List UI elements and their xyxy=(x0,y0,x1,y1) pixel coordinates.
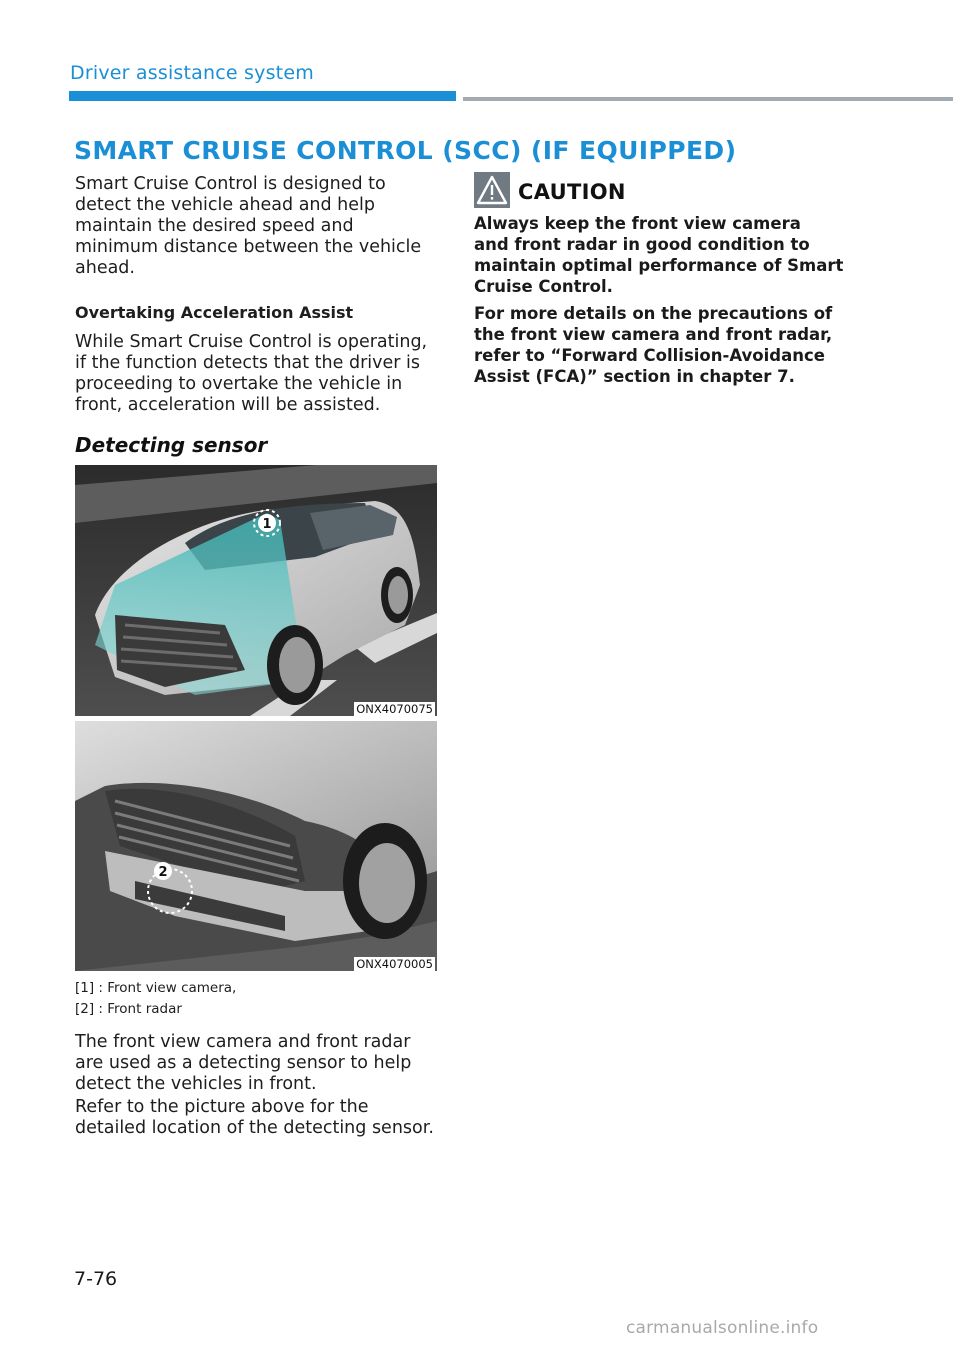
caution-paragraph-1: Always keep the front view camera and front radar in good condition to maintain optimal performance of Smart Cruise Control. xyxy=(474,214,844,296)
marker-2-label: 2 xyxy=(158,865,168,880)
caution-title: CAUTION xyxy=(518,180,626,204)
header-accent-bar xyxy=(69,91,456,101)
caution-paragraph-2: For more details on the precautions of the front view camera and front radar, refer to “Forward Collision-Avoidance Assist (FCA)” section in chapter 7. xyxy=(474,304,833,386)
image2-code: ONX4070005 xyxy=(356,957,433,971)
marker-1-label: 1 xyxy=(262,517,272,532)
warning-triangle-icon xyxy=(474,172,510,208)
overtaking-heading: Overtaking Acceleration Assist xyxy=(75,303,354,322)
caption-camera: [1] : Front view camera, xyxy=(75,980,237,996)
page-number: 7-76 xyxy=(74,1268,118,1290)
suv-front-view-camera-illustration xyxy=(75,465,437,716)
overtaking-paragraph: While Smart Cruise Control is operating, if the function detects that the driver is proceeding to overtake the vehicle in front, acceleration will be assisted. xyxy=(75,332,428,415)
detecting-paragraph: The front view camera and front radar are used as a detecting sensor to help detect the vehicles in front. xyxy=(75,1032,412,1094)
header-rule xyxy=(463,97,953,101)
front-camera-illustration xyxy=(75,465,437,716)
section-title: Driver assistance system xyxy=(70,62,314,84)
page-heading: SMART CRUISE CONTROL (SCC) (IF EQUIPPED) xyxy=(74,136,737,165)
suv-front-radar-illustration xyxy=(75,721,437,971)
intro-paragraph: Smart Cruise Control is designed to detect the vehicle ahead and help maintain the desired speed and minimum distance between the vehicle ahead. xyxy=(75,174,422,278)
detecting-sensor-heading: Detecting sensor xyxy=(75,433,268,457)
watermark: carmanualsonline.info xyxy=(626,1318,819,1338)
caption-radar: [2] : Front radar xyxy=(75,1001,182,1017)
front-radar-illustration xyxy=(75,721,437,971)
image1-code: ONX4070075 xyxy=(356,702,433,716)
refer-paragraph: Refer to the picture above for the detailed location of the detecting sensor. xyxy=(75,1097,434,1138)
